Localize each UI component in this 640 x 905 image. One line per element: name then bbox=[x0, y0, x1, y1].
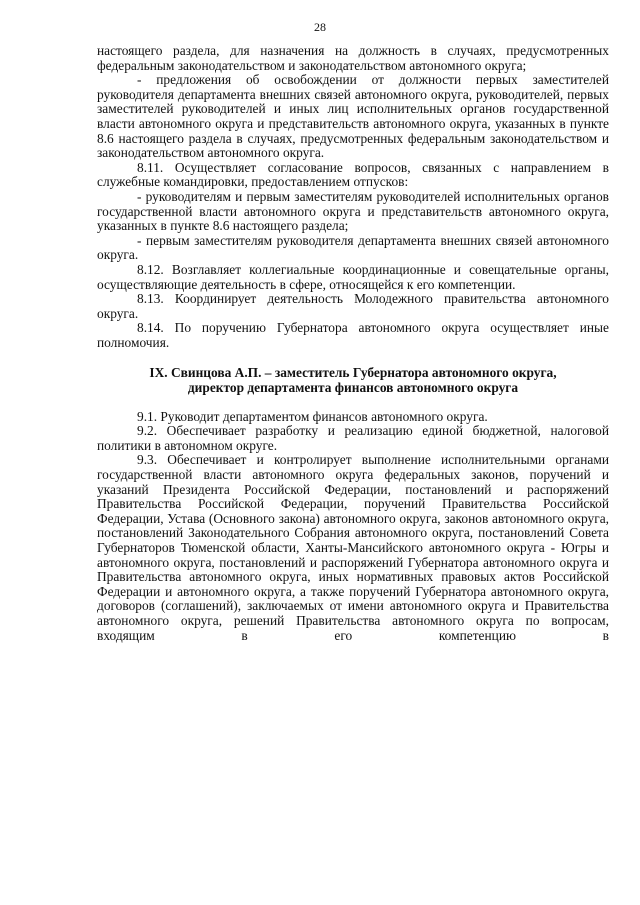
paragraph-9-1: 9.1. Руководит департаментом финансов автономного округа. bbox=[137, 408, 488, 424]
paragraph-8-14: 8.14. По поручению Губернатора автономного округа осуществляет иные полномочия. bbox=[97, 320, 609, 350]
paragraph-8-11-item-2: - первым заместителям руководителя департамента внешних связей автономного округа. bbox=[97, 232, 609, 263]
section-heading-ix bbox=[97, 366, 609, 395]
paragraph-continuation: настоящего раздела, для назначения на должность в случаях, предусмотренных федеральным законодательством и законодательством автономного округа; bbox=[97, 43, 609, 73]
section-heading-line-1: IX. Свинцова А.П. – заместитель Губернатора автономного округа, bbox=[149, 365, 557, 381]
page-number: 28 bbox=[314, 20, 326, 34]
paragraph-8-11: 8.11. Осуществляет согласование вопросов, связанных с направлением в служебные командировки, предоставлением отпусков: bbox=[97, 159, 609, 190]
paragraph-dismissal-proposals: - предложения об освобождении от должности первых заместителей руководителя департамента внешних связей автономного округа, руководителей, первых заместителей руководителей и иных лиц исполнительных органов государственной власти автономного округа и представительств автономного округа, указанных в пункте 8.6 настоящего раздела в случаях, предусмотренных федеральным законодательством и законодательством автономного округа. bbox=[97, 72, 609, 161]
paragraph-8-11-item-1: - руководителям и первым заместителям руководителей исполнительных органов государственной власти автономного округа и представительств автономного округа, указанных в пункте 8.6 настоящего раздела; bbox=[97, 188, 609, 234]
paragraph-8-13: 8.13. Координирует деятельность Молодежного правительства автономного округа. bbox=[97, 291, 609, 321]
paragraph-8-12: 8.12. Возглавляет коллегиальные координационные и совещательные органы, осуществляющие деятельность в сфере, относящейся к его компетенции. bbox=[97, 261, 609, 292]
section-heading-line-2: директор департамента финансов автономного округа bbox=[187, 380, 519, 396]
paragraph-9-3: 9.3. Обеспечивает и контролирует выполнение исполнительными органами государственной власти автономного округа федеральных законов, поручений и указаний Президента Российской Федерации, постановлений и распоряжений Правительства Российской Федерации, поручений Правительства Российской Федерации, Устава (Основного закона) автономного округа, законов автономного округа, постановлений Законодательного Собрания автономного округа, постановлений Совета Губернаторов Тюменской области, Ханты-Мансийского автономного округа - Югры и автономного округа, постановлений и распоряжений Губернатора автономного округа и Правительства автономного округа, иных нормативных правовых актов Российской Федерации и автономного округа, а также поручений Губернатора автономного округа, договоров (соглашений), заключаемых от имени автономного округа и Правительства автономного округа, решений Правительства автономного округа по вопросам, входящим в его компетенцию в bbox=[97, 452, 609, 643]
document-body bbox=[97, 44, 609, 643]
paragraph-9-2: 9.2. Обеспечивает разработку и реализацию единой бюджетной, налоговой политики в автономном округе. bbox=[97, 423, 609, 453]
